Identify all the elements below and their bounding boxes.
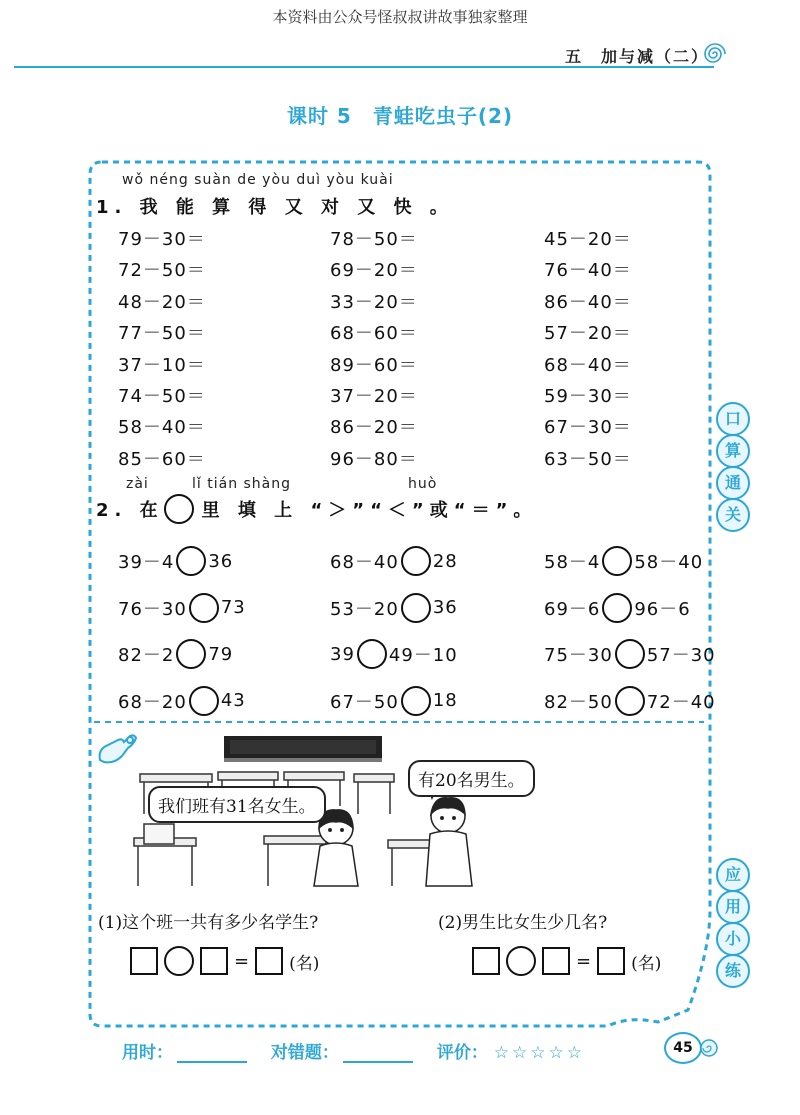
errors-label: 对错题： [270, 1043, 339, 1063]
compare-circle[interactable] [602, 546, 632, 576]
q1-pinyin: wǒ néng suàn de yòu duì yòu kuài [122, 172, 394, 188]
q2-title [96, 494, 537, 524]
speech-bubble-boy: 有20名男生。 [408, 760, 535, 797]
side-tab-kou: 口 [716, 402, 750, 436]
cmp-left: 75－30 [544, 645, 613, 667]
chapter-title: 五 加与减（二） [565, 47, 710, 66]
answer-row-2 [472, 946, 661, 976]
compare-circle[interactable] [176, 639, 206, 669]
q2-column-2 [330, 538, 458, 724]
top-note: 本资料由公众号怪叔叔讲故事独家整理 [272, 8, 528, 26]
q1-title: 1. 我 能 算 得 又 对 又 快 。 [96, 197, 454, 218]
compare-circle[interactable] [189, 593, 219, 623]
equation: 78－50＝ [330, 229, 418, 250]
compare-circle[interactable] [189, 686, 219, 716]
cmp-right: 73 [220, 597, 246, 619]
cmp-right: 49－10 [388, 645, 458, 667]
side-tab-tong: 通 [716, 466, 750, 500]
cmp-left: 39－4 [118, 552, 175, 574]
speech-bubble-girl: 我们班有31名女生。 [148, 786, 326, 823]
equation: 86－20＝ [330, 417, 418, 439]
equation: 76－40＝ [544, 260, 632, 282]
compare-circle[interactable] [401, 546, 431, 576]
q1-column-1 [118, 225, 206, 476]
side-tab-ying: 应 [716, 858, 750, 892]
equation: 33－20＝ [330, 291, 418, 313]
cmp-left: 53－20 [330, 598, 399, 620]
equation: 37－10＝ [118, 354, 206, 376]
side-tab-xiao: 小 [716, 922, 750, 956]
unit-label: (名) [631, 953, 662, 974]
equation: 48－20＝ [118, 291, 206, 313]
subquestion-2: (2)男生比女生少几名? [438, 913, 608, 933]
compare-circle[interactable] [401, 686, 431, 716]
q2-pinyin-mid: lǐ tián shàng [192, 476, 292, 492]
cmp-left: 68－40 [330, 552, 399, 574]
q2-column-3 [544, 538, 716, 724]
side-tab-yong: 用 [716, 890, 750, 924]
cmp-right: 72－40 [646, 691, 716, 713]
cmp-right: 36 [208, 550, 234, 572]
compare-circle[interactable] [615, 686, 645, 716]
header-divider [14, 66, 714, 68]
circle-blank-icon [164, 494, 194, 524]
cmp-right: 36 [432, 597, 458, 619]
equation: 96－80＝ [330, 448, 418, 470]
rating-label: 评价： [436, 1043, 488, 1063]
compare-circle[interactable] [401, 593, 431, 623]
equation: 86－40＝ [544, 291, 632, 313]
snail-icon [698, 1036, 720, 1058]
equation: 57－20＝ [544, 323, 632, 345]
cmp-right: 79 [208, 643, 234, 665]
compare-circle[interactable] [615, 639, 645, 669]
subquestion-1: (1)这个班一共有多少名学生? [98, 913, 319, 933]
q2-column-1 [118, 538, 246, 724]
q1-column-2 [330, 225, 418, 476]
operator-circle[interactable] [164, 946, 194, 976]
q2-pinyin-zai: zài [126, 476, 149, 492]
cmp-left: 82－2 [118, 645, 175, 667]
cmp-right: 18 [432, 690, 458, 712]
answer-box[interactable] [200, 947, 228, 975]
cmp-left: 58－4 [544, 552, 601, 574]
equation: 58－40＝ [118, 417, 206, 439]
answer-box[interactable] [542, 947, 570, 975]
equation: 72－50＝ [118, 260, 206, 282]
q2-title-a: 2. 在 [96, 500, 164, 521]
answer-row-1 [130, 946, 319, 976]
equation: 45－20＝ [544, 229, 632, 250]
cmp-right: 96－6 [634, 598, 691, 620]
compare-circle[interactable] [176, 546, 206, 576]
equation: 63－50＝ [544, 448, 632, 470]
side-tab-suan: 算 [716, 434, 750, 468]
cmp-left: 67－50 [330, 691, 399, 713]
time-blank[interactable] [177, 1045, 247, 1063]
cmp-right: 43 [220, 690, 246, 712]
unit-label: (名) [289, 953, 320, 974]
q1-column-3 [544, 225, 632, 476]
q2-title-b: 里 填 上 “＞”“＜”或“＝”。 [201, 500, 538, 521]
footer [122, 1038, 585, 1063]
equation: 85－60＝ [118, 448, 206, 470]
equation: 69－20＝ [330, 260, 418, 282]
equation: 68－60＝ [330, 323, 418, 345]
cmp-left: 76－30 [118, 598, 187, 620]
errors-blank[interactable] [343, 1045, 413, 1063]
q2-pinyin-huo: huò [408, 476, 438, 492]
compare-circle[interactable] [357, 639, 387, 669]
swirl-icon [703, 42, 727, 66]
equation: 67－30＝ [544, 417, 632, 439]
equation: 77－50＝ [118, 323, 206, 345]
equation: 79－30＝ [118, 229, 206, 250]
equation: 74－50＝ [118, 385, 206, 407]
compare-circle[interactable] [602, 593, 632, 623]
equation: 89－60＝ [330, 354, 418, 376]
equation: 37－20＝ [330, 385, 418, 407]
side-tab-guan: 关 [716, 498, 750, 532]
equation: 68－40＝ [544, 354, 632, 376]
equals-sign: = [576, 950, 592, 972]
equals-sign: = [234, 950, 250, 972]
answer-box[interactable] [255, 947, 283, 975]
cmp-right: 28 [432, 550, 458, 572]
time-label: 用时： [122, 1043, 173, 1063]
cmp-right: 57－30 [646, 645, 716, 667]
cmp-left: 69－6 [544, 598, 601, 620]
cmp-right: 58－40 [634, 552, 704, 574]
cmp-left: 82－50 [544, 691, 613, 713]
equation: 59－30＝ [544, 385, 632, 407]
answer-box[interactable] [472, 947, 500, 975]
cmp-left: 39 [330, 643, 355, 665]
answer-box[interactable] [597, 947, 625, 975]
side-tab-lian: 练 [716, 954, 750, 988]
cmp-left: 68－20 [118, 691, 187, 713]
operator-circle[interactable] [506, 946, 536, 976]
page-number: 45 [664, 1032, 702, 1064]
rating-stars[interactable]: ☆☆☆☆☆ [493, 1043, 585, 1063]
answer-box[interactable] [130, 947, 158, 975]
lesson-title: 课时 5 青蛙吃虫子(2) [286, 104, 514, 128]
